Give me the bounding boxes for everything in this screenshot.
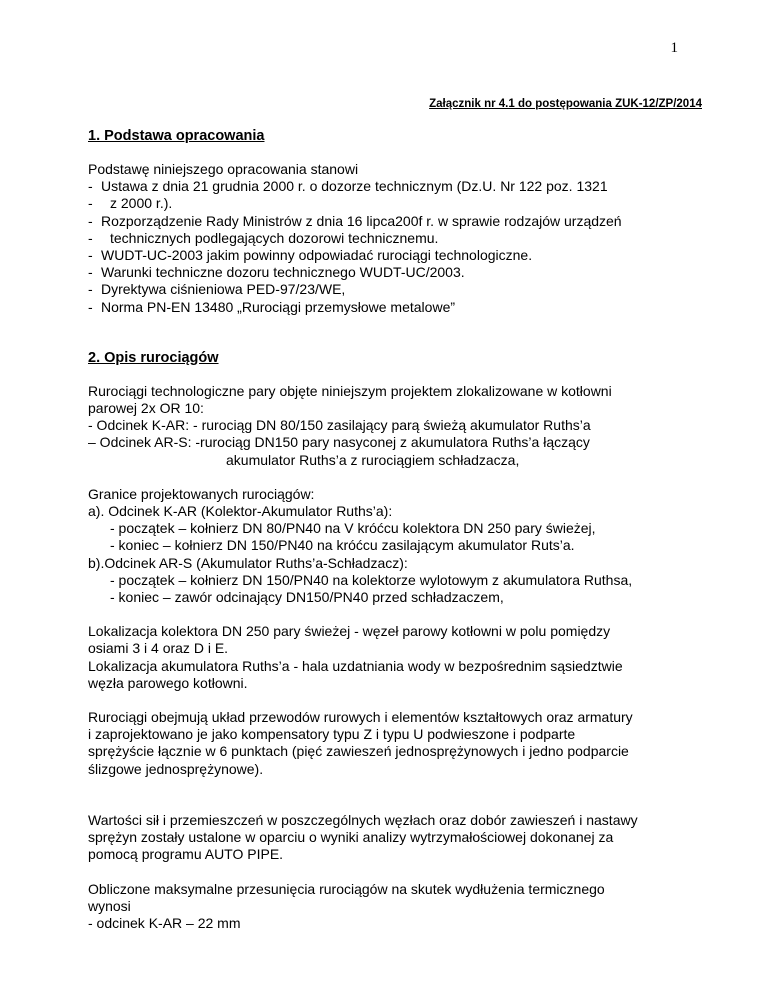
text-line: - początek – kołnierz DN 80/PN40 na V króćcu kolektora DN 250 pary świeżej, [110, 520, 596, 537]
text-line: - Odcinek K-AR: - rurociąg DN 80/150 zasilający parą świeżą akumulator Ruths’a [88, 417, 591, 434]
list-item: - Dyrektywa ciśnieniowa PED-97/23/WE, [88, 281, 708, 298]
section-1-heading: 1. Podstawa opracowania [88, 128, 265, 144]
text-line: Granice projektowanych rurociągów: [88, 485, 315, 502]
text-line: ślizgowe jednosprężynowe). [88, 760, 264, 777]
text-line: pomocą programu AUTO PIPE. [88, 846, 284, 863]
text-line: - koniec – zawór odcinający DN150/PN40 przed schładzaczem, [110, 589, 504, 606]
text-line: sprężyn zostały ustalone w oparciu o wyniki analizy wytrzymałościowej dokonanej za [88, 829, 614, 846]
section-2-heading: 2. Opis rurociągów [88, 349, 219, 366]
text-line: - odcinek K-AR – 22 mm [88, 914, 241, 931]
text-line: Obliczone maksymalne przesunięcia rurociągów na skutek wydłużenia termicznego [88, 880, 605, 897]
text-line: parowej 2x OR 10: [88, 400, 204, 417]
list-item: - Rozporządzenie Rady Ministrów z dnia 16 lipca200f r. w sprawie rodzajów urządzeń [88, 213, 708, 230]
list-item: - Warunki techniczne dozoru technicznego WUDT-UC/2003. [88, 264, 708, 281]
text-line: – Odcinek AR-S: -rurociąg DN150 pary nasyconej z akumulatora Ruths’a łączący [88, 434, 590, 451]
text-line: Wartości sił i przemieszczeń w poszczególnych węzłach oraz dobór zawieszeń i nastawy [88, 811, 638, 828]
pipeline-design-paragraph [88, 709, 708, 778]
text-line: a). Odcinek K-AR (Kolektor-Akumulator Ruths’a): [88, 503, 393, 520]
legal-basis-list [88, 178, 708, 316]
text-line: osiami 3 i 4 oraz D i E. [88, 640, 229, 657]
text-line: sprężyście łącznie w 6 punktach (pięć zawieszeń jednosprężynowych i jedno podparcie [88, 743, 629, 760]
document-body [88, 128, 708, 932]
list-item: - Ustawa z dnia 21 grudnia 2000 r. o dozorze technicznym (Dz.U. Nr 122 poz. 1321 [88, 178, 708, 195]
continuation-text: technicznych podlegających dozorowi technicznemu. [110, 229, 439, 246]
collector-location-paragraph [88, 623, 708, 692]
text-line: akumulator Ruths’a z rurociągiem schładzacza, [226, 451, 520, 468]
text-line: b).Odcinek AR-S (Akumulator Ruths’a-Schładzacz): [88, 554, 408, 571]
text-line: Lokalizacja kolektora DN 250 pary świeżej - węzeł parowy kotłowni w polu pomiędzy [88, 623, 611, 640]
list-item: - WUDT-UC-2003 jakim powinny odpowiadać rurociągi technologiczne. [88, 247, 708, 264]
text-line: - początek – kołnierz DN 150/PN40 na kolektorze wylotowym z akumulatora Ruthsa, [110, 571, 633, 588]
text-line: i zaprojektowano je jako kompensatory typu Z i typu U podwieszone i podparte [88, 726, 576, 743]
text-line: - koniec – kołnierz DN 150/PN40 na króćcu zasilającym akumulator Ruts’a. [110, 537, 575, 554]
pipelines-location-paragraph [88, 383, 708, 469]
list-item-continuation [88, 230, 708, 247]
forces-analysis-paragraph [88, 812, 708, 864]
text-line: Rurociągi obejmują układ przewodów rurowych i elementów kształtowych oraz armatury [88, 709, 633, 726]
continuation-text: z 2000 r.). [110, 195, 173, 212]
list-item-continuation [88, 195, 708, 212]
list-item: - Norma PN-EN 13480 „Rurociągi przemysłowe metalowe” [88, 299, 708, 316]
page-number: 1 [670, 40, 678, 56]
text-line: Rurociągi technologiczne pary objęte niniejszym projektem zlokalizowane w kotłowni [88, 382, 612, 399]
text-line: Lokalizacja akumulatora Ruths’a - hala uzdatniania wody w bezpośrednim sąsiedztwie [88, 657, 623, 674]
pipeline-limits-paragraph [88, 486, 708, 606]
text-line: wynosi [88, 897, 131, 914]
text-line: węzła parowego kotłowni. [88, 674, 248, 691]
displacement-paragraph [88, 881, 708, 933]
annex-title: Załącznik nr 4.1 do postępowania ZUK-12/ZP/2014 [429, 98, 702, 110]
section-1-intro: Podstawę niniejszego opracowania stanowi [88, 161, 359, 177]
